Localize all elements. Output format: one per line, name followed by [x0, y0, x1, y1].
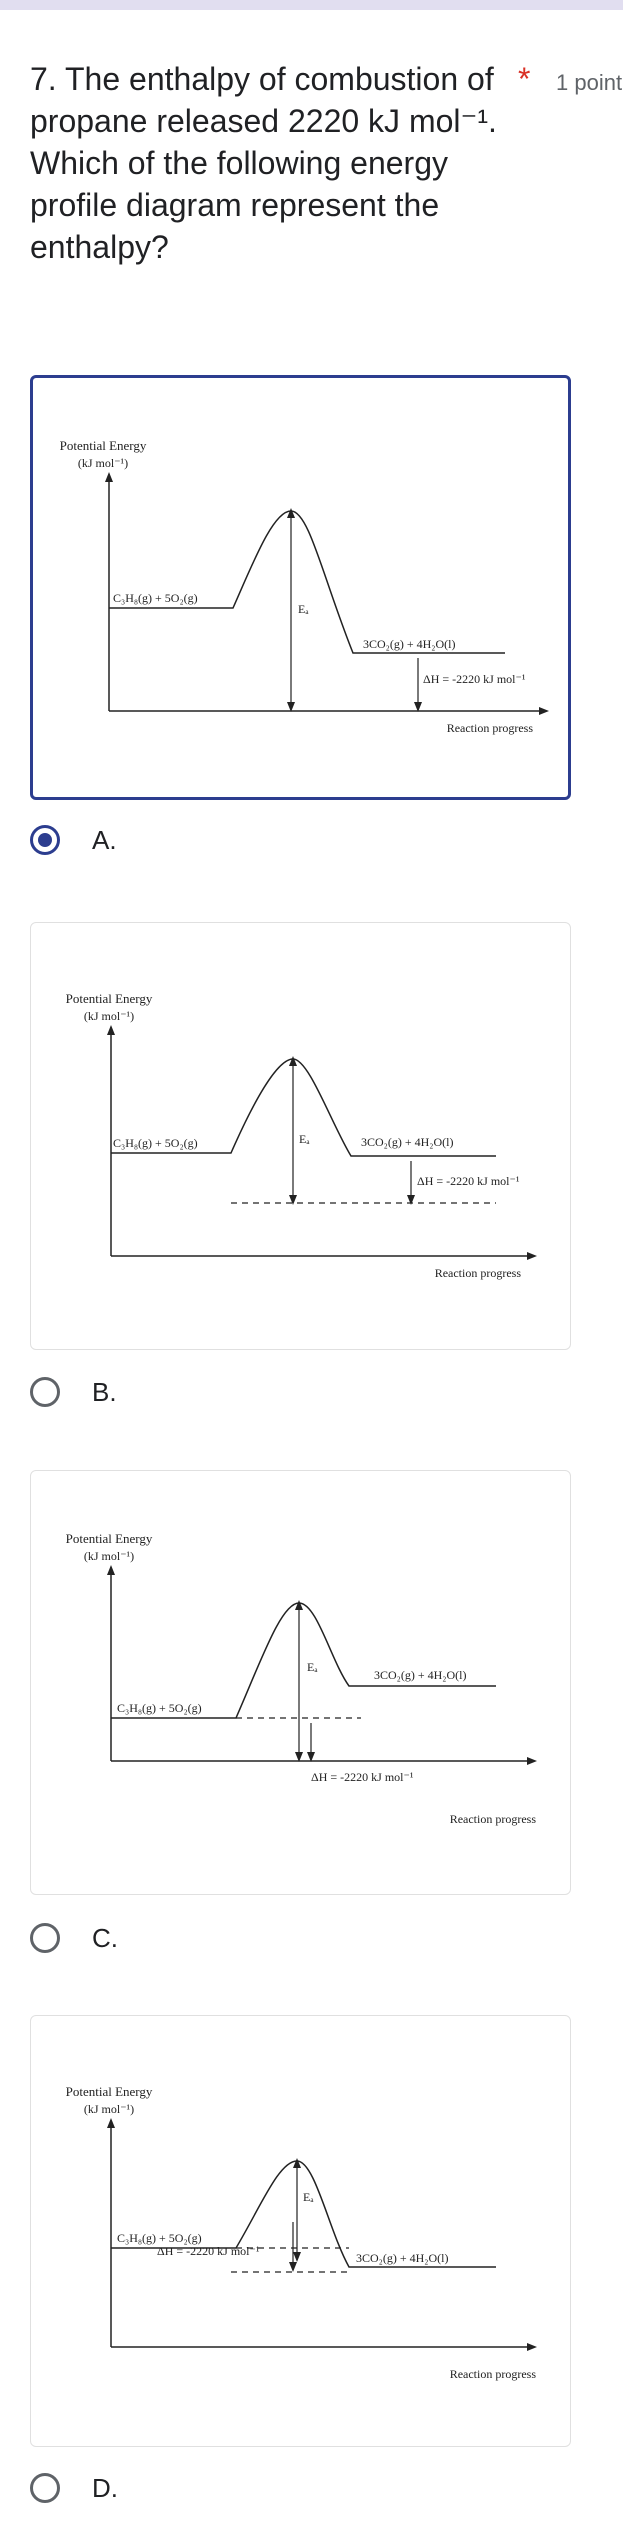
question-title [30, 58, 550, 268]
radio-a[interactable] [30, 825, 60, 855]
x-axis-arrow [527, 1252, 537, 1260]
question-line: profile diagram represent the [30, 187, 440, 223]
option-d-image-card[interactable] [30, 2015, 571, 2447]
form-top-bar [0, 0, 623, 10]
ea-arrow-bottom [293, 2252, 301, 2262]
ea-arrow-top [293, 2158, 301, 2168]
option-a-image-card[interactable] [30, 375, 571, 800]
products-label: 3CO₂(g) + 4H₂O(l) [361, 1135, 454, 1149]
option-c[interactable] [30, 1918, 118, 1958]
y-axis-title: Potential Energy [65, 1531, 153, 1546]
y-axis-arrow [107, 1565, 115, 1575]
x-axis-title: Reaction progress [434, 1266, 521, 1280]
y-axis-arrow [107, 1025, 115, 1035]
y-axis-units: (kJ mol⁻¹) [83, 1549, 135, 1563]
option-c-image-card[interactable] [30, 1470, 571, 1895]
option-a-label: A. [92, 824, 117, 855]
products-label: 3CO₂(g) + 4H₂O(l) [374, 1668, 467, 1682]
ea-arrow-top [287, 508, 295, 518]
delta-h-label: ΔH = -2220 kJ mol⁻¹ [423, 672, 526, 686]
option-d[interactable] [30, 2468, 118, 2508]
energy-diagram-d [31, 2016, 570, 2446]
y-axis-arrow [107, 2118, 115, 2128]
ea-label: Eₐ [303, 2190, 314, 2204]
reactants-label: C₃H₈(g) + 5O₂(g) [113, 1136, 198, 1150]
energy-curve [109, 511, 505, 653]
y-axis-title: Potential Energy [65, 2084, 153, 2099]
energy-diagram-a [33, 378, 568, 797]
x-axis-arrow [527, 1757, 537, 1765]
ea-arrow-top [295, 1600, 303, 1610]
question-line: enthalpy? [30, 229, 169, 265]
x-axis-arrow [539, 707, 549, 715]
y-axis-arrow [105, 472, 113, 482]
delta-h-label: ΔH = -2220 kJ mol⁻¹ [311, 1770, 414, 1784]
y-axis-units: (kJ mol⁻¹) [83, 2102, 135, 2116]
ea-label: Eₐ [298, 602, 309, 616]
question-line: 7. The enthalpy of combustion of [30, 61, 494, 97]
radio-b[interactable] [30, 1377, 60, 1407]
question-line: Which of the following energy [30, 145, 448, 181]
x-axis-title: Reaction progress [449, 1812, 536, 1826]
option-d-label: D. [92, 2472, 118, 2503]
y-axis-units: (kJ mol⁻¹) [77, 456, 129, 470]
products-label: 3CO₂(g) + 4H₂O(l) [356, 2251, 449, 2265]
question-line: propane released 2220 kJ mol⁻¹. [30, 103, 497, 139]
option-b-image-card[interactable] [30, 922, 571, 1350]
delta-h-label: ΔH = -2220 kJ mol⁻¹ [417, 1174, 520, 1188]
y-axis-units: (kJ mol⁻¹) [83, 1009, 135, 1023]
x-axis-title: Reaction progress [446, 721, 533, 735]
x-axis-title: Reaction progress [449, 2367, 536, 2381]
reactants-label: C₃H₈(g) + 5O₂(g) [113, 591, 198, 605]
products-label: 3CO₂(g) + 4H₂O(l) [363, 637, 456, 651]
radio-c[interactable] [30, 1923, 60, 1953]
dh-arrow-head [289, 2262, 297, 2272]
ea-label: Eₐ [299, 1132, 310, 1146]
y-axis-title: Potential Energy [59, 438, 147, 453]
radio-d[interactable] [30, 2473, 60, 2503]
option-a[interactable] [30, 820, 117, 860]
points-label: 1 point [556, 70, 623, 95]
reactants-label: C₃H₈(g) + 5O₂(g) [117, 2231, 202, 2245]
ea-arrow-top [289, 1056, 297, 1066]
x-axis-arrow [527, 2343, 537, 2351]
energy-diagram-b [31, 923, 570, 1349]
delta-h-label: ΔH = -2220 kJ mol⁻¹ [157, 2244, 260, 2258]
reactants-label: C₃H₈(g) + 5O₂(g) [117, 1701, 202, 1715]
required-asterisk: * [518, 61, 531, 97]
option-c-label: C. [92, 1922, 118, 1953]
ea-label: Eₐ [307, 1660, 318, 1674]
option-b-label: B. [92, 1376, 117, 1407]
energy-diagram-c [31, 1471, 570, 1894]
y-axis-title: Potential Energy [65, 991, 153, 1006]
option-b[interactable] [30, 1372, 117, 1412]
